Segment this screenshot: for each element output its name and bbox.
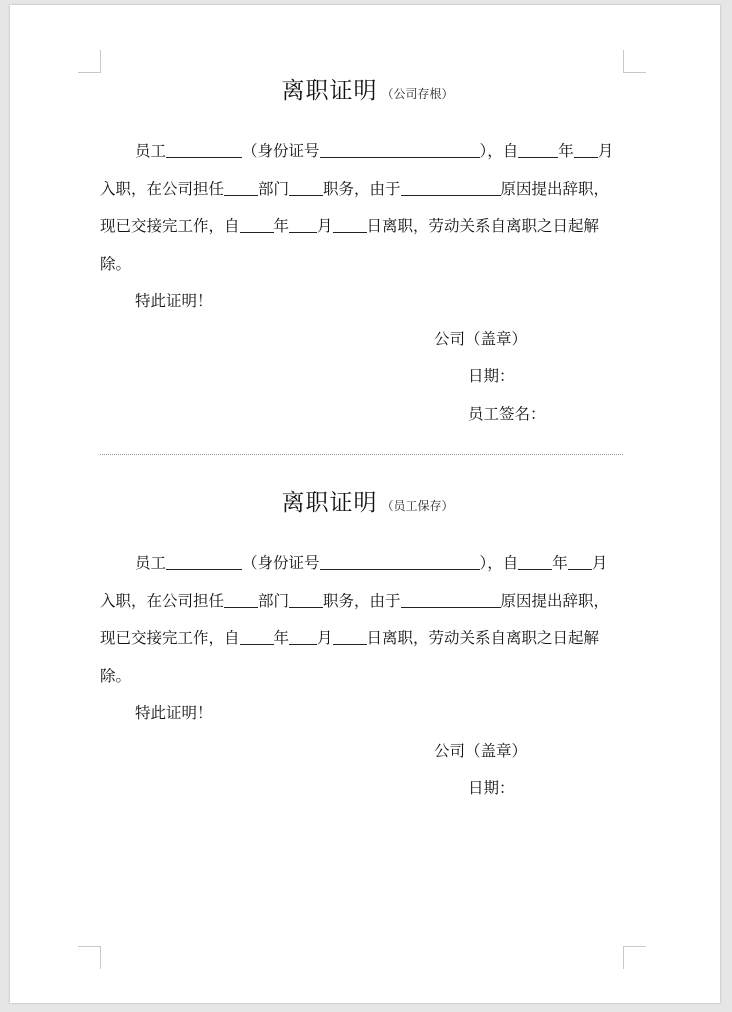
text-month: 月 xyxy=(317,629,333,648)
blank-leave-month[interactable] xyxy=(289,214,317,233)
blank-leave-day[interactable] xyxy=(333,214,367,233)
blank-department[interactable] xyxy=(224,589,258,608)
stub-para-line-4: 除。 xyxy=(100,254,132,273)
blank-reason[interactable] xyxy=(401,177,501,196)
margin-corner-top-left xyxy=(78,50,101,73)
blank-start-month[interactable] xyxy=(574,139,598,158)
text-year: 年 xyxy=(558,142,574,160)
copy-para-line-4: 除。 xyxy=(100,666,132,685)
blank-position[interactable] xyxy=(289,589,323,608)
text-month: 月 xyxy=(591,554,608,572)
text-resign-reason: 原因提出辞职， xyxy=(500,591,610,610)
blank-start-year[interactable] xyxy=(518,551,552,570)
copy-para-line-2 xyxy=(100,583,625,621)
stub-para-line-3 xyxy=(100,208,625,246)
text-department: 部门 xyxy=(258,591,290,610)
certificate-copy xyxy=(100,485,625,808)
stub-date: 日期： xyxy=(468,367,515,386)
copy-title-text: 离职证明 xyxy=(281,490,378,516)
copy-para-line-3 xyxy=(100,620,625,658)
cut-line-divider xyxy=(100,454,623,455)
blank-position[interactable] xyxy=(289,177,323,196)
stub-title-text: 离职证明 xyxy=(281,78,378,104)
copy-company-seal: 公司（盖章） xyxy=(434,741,528,760)
text-labor-relation: 日离职，劳动关系自离职之日起解 xyxy=(366,629,600,648)
certificate-stub xyxy=(100,73,625,433)
text-id-number: （身份证号 xyxy=(242,554,320,572)
text-employee: 员工 xyxy=(135,554,167,572)
text-handover: 现已交接完工作，自 xyxy=(100,629,240,648)
copy-title xyxy=(110,485,625,521)
blank-reason[interactable] xyxy=(401,589,501,608)
stub-para-line-2 xyxy=(100,171,625,209)
blank-leave-month[interactable] xyxy=(289,626,317,645)
text-from: ），自 xyxy=(479,554,519,572)
stub-company-seal: 公司（盖章） xyxy=(434,329,528,348)
blank-leave-year[interactable] xyxy=(240,214,274,233)
margin-corner-top-right xyxy=(623,50,646,73)
text-year: 年 xyxy=(273,629,290,648)
blank-start-year[interactable] xyxy=(518,139,558,158)
blank-start-month[interactable] xyxy=(568,551,592,570)
text-year: 年 xyxy=(273,217,290,236)
text-due-to: 职务，由于 xyxy=(323,179,401,198)
stub-title xyxy=(110,73,625,109)
blank-id-number[interactable] xyxy=(320,551,480,570)
text-handover: 现已交接完工作，自 xyxy=(100,217,240,236)
text-department: 部门 xyxy=(258,179,290,198)
text-resign-reason: 原因提出辞职， xyxy=(500,179,610,198)
blank-leave-day[interactable] xyxy=(333,626,367,645)
text-labor-relation: 日离职，劳动关系自离职之日起解 xyxy=(366,217,600,236)
document-page xyxy=(10,5,720,1003)
margin-corner-bottom-right xyxy=(623,946,646,969)
text-joined-position: 入职，在公司担任 xyxy=(100,591,225,610)
blank-employee-name[interactable] xyxy=(166,139,242,158)
blank-department[interactable] xyxy=(224,177,258,196)
stub-attest: 特此证明！ xyxy=(135,292,213,311)
stub-employee-signature: 员工签名： xyxy=(468,404,546,423)
blank-leave-year[interactable] xyxy=(240,626,274,645)
text-year: 年 xyxy=(552,554,568,572)
text-employee: 员工 xyxy=(135,142,167,160)
text-month: 月 xyxy=(597,142,614,160)
text-from: ），自 xyxy=(479,142,519,160)
blank-employee-name[interactable] xyxy=(166,551,242,570)
copy-date: 日期： xyxy=(468,779,515,798)
text-month: 月 xyxy=(317,217,333,236)
text-joined-position: 入职，在公司担任 xyxy=(100,179,225,198)
text-id-number: （身份证号 xyxy=(242,142,320,160)
copy-attest: 特此证明！ xyxy=(135,704,213,723)
text-due-to: 职务，由于 xyxy=(323,591,401,610)
stub-para-line-1 xyxy=(100,133,625,171)
copy-subtitle: （员工保存） xyxy=(381,499,454,513)
stub-subtitle: （公司存根） xyxy=(381,87,454,101)
blank-id-number[interactable] xyxy=(320,139,480,158)
margin-corner-bottom-left xyxy=(78,946,101,969)
copy-para-line-1 xyxy=(100,545,625,583)
